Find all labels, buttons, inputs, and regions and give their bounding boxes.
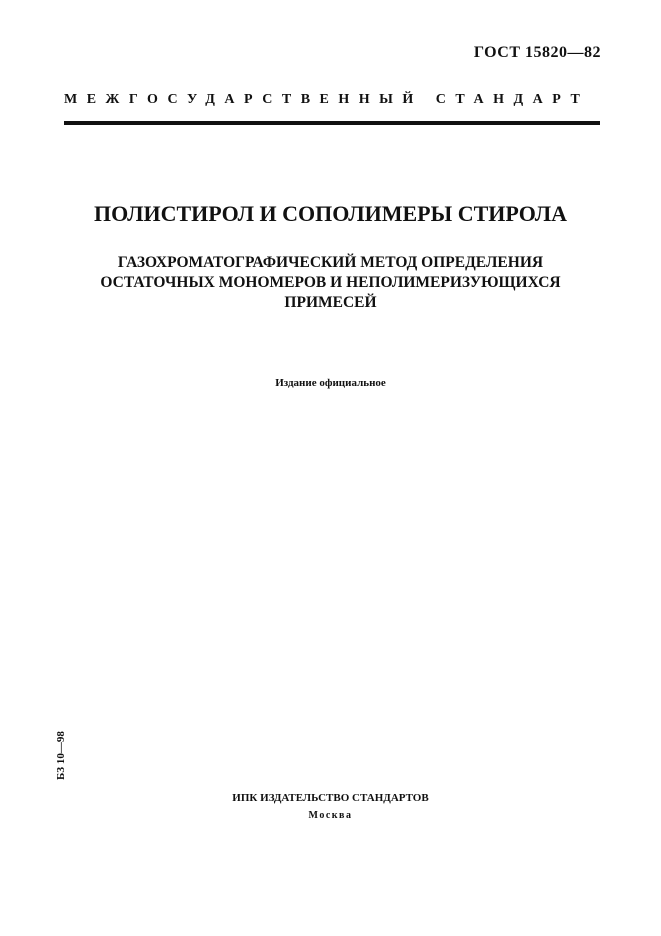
document-title: ПОЛИСТИРОЛ И СОПОЛИМЕРЫ СТИРОЛА <box>93 201 568 226</box>
subtitle-line-2: ОСТАТОЧНЫХ МОНОМЕРОВ И НЕПОЛИМЕРИЗУЮЩИХСЯ <box>100 274 561 291</box>
subtitle-line-1: ГАЗОХРОМАТОГРАФИЧЕСКИЙ МЕТОД ОПРЕДЕЛЕНИЯ <box>117 254 544 271</box>
subtitle-line-3: ПРИМЕСЕЙ <box>284 294 377 311</box>
document-code: ГОСТ 15820—82 <box>473 44 601 61</box>
standard-type-heading: МЕЖГОСУДАРСТВЕННЫЙ СТАНДАРТ <box>64 92 590 107</box>
publisher-city: Москва <box>308 810 353 821</box>
publisher-name: ИПК ИЗДАТЕЛЬСТВО СТАНДАРТОВ <box>232 792 429 804</box>
side-registration-code: БЗ 10—98 <box>55 731 67 780</box>
document-subtitle <box>40 253 621 313</box>
edition-note: Издание официальное <box>275 377 386 389</box>
header-rule <box>64 121 600 125</box>
